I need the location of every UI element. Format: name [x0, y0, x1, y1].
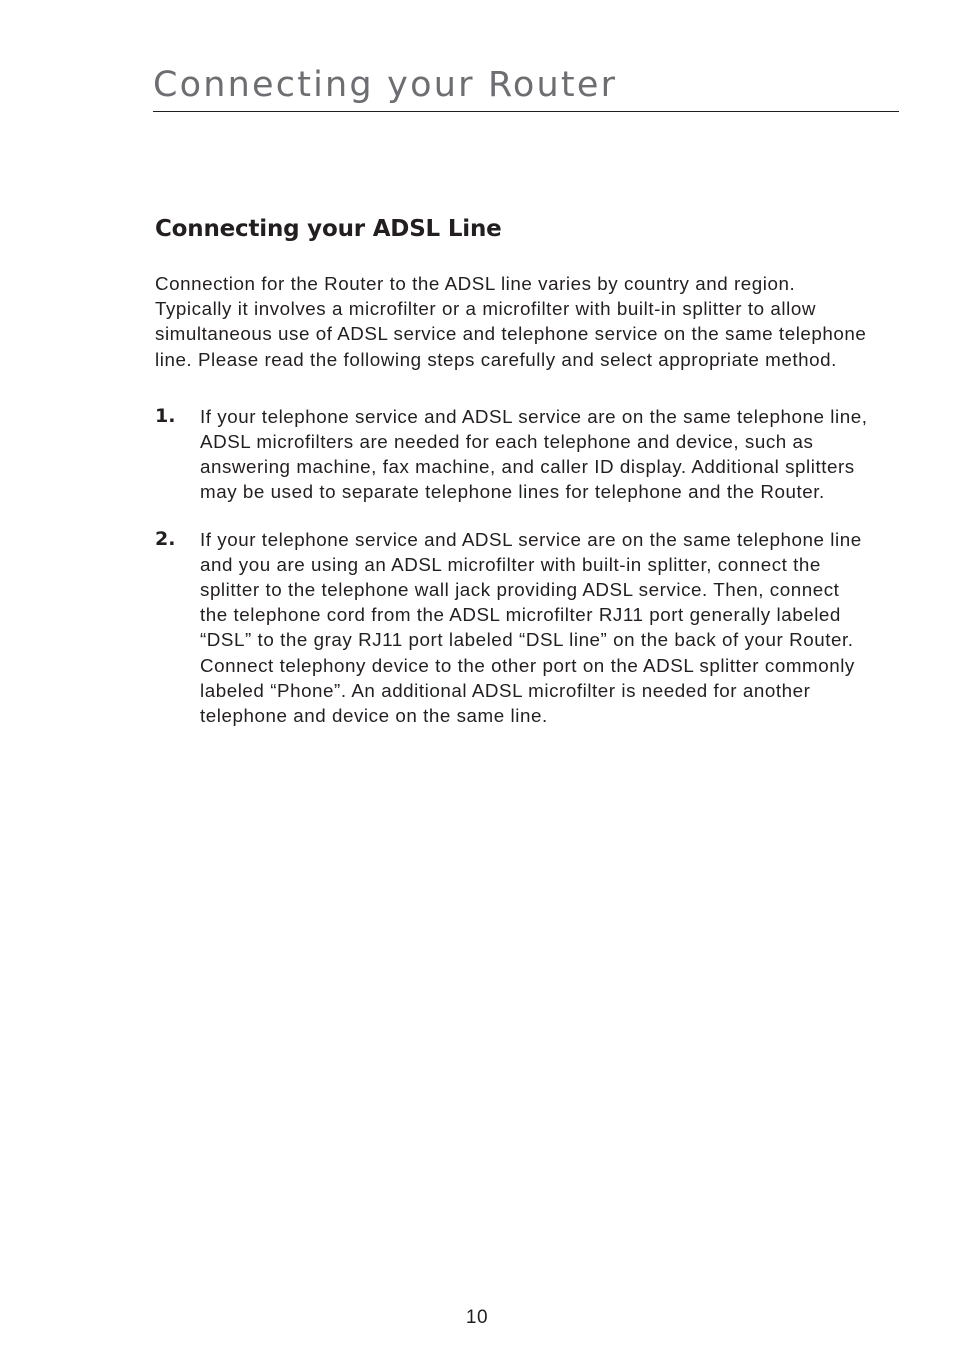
main-content	[155, 210, 870, 750]
header-divider	[153, 111, 899, 112]
step-number: 1.	[155, 404, 176, 427]
chapter-title: Connecting your Router	[153, 65, 618, 105]
step-text: If your telephone service and ADSL service are on the same telephone line and you are using an ADSL microfilter with built-in splitter, connect the splitter to the telephone wall jack providing ADSL service. Then, connect the telephone cord from the ADSL microfilter RJ11 port generally labeled “DSL” to the gray RJ11 port labeled “DSL line” on the back of your Router. Connect telephony device to the other port on the ADSL splitter commonly labeled “Phone”. An additional ADSL microfilter is needed for another telephone and device on the same line.	[200, 528, 862, 727]
steps-list	[155, 404, 870, 728]
step-number: 2.	[155, 527, 176, 550]
intro-paragraph: Connection for the Router to the ADSL line varies by country and region. Typically it involves a microfilter or a microfilter with built-in splitter to allow simultaneous use of ADSL service and telephone service on the same telephone line. Please read the following steps carefully and select appropriate method.	[155, 273, 867, 370]
section-heading: Connecting your ADSL Line	[155, 216, 502, 242]
step-item	[155, 527, 870, 729]
step-item	[155, 404, 870, 505]
chapter-header	[153, 62, 899, 108]
page-number: 10	[465, 1307, 489, 1328]
step-text: If your telephone service and ADSL service are on the same telephone line, ADSL microfilters are needed for each telephone and device, such as answering machine, fax machine, and caller ID display. Additional splitters may be used to separate telephone lines for telephone and the Router.	[200, 405, 868, 503]
